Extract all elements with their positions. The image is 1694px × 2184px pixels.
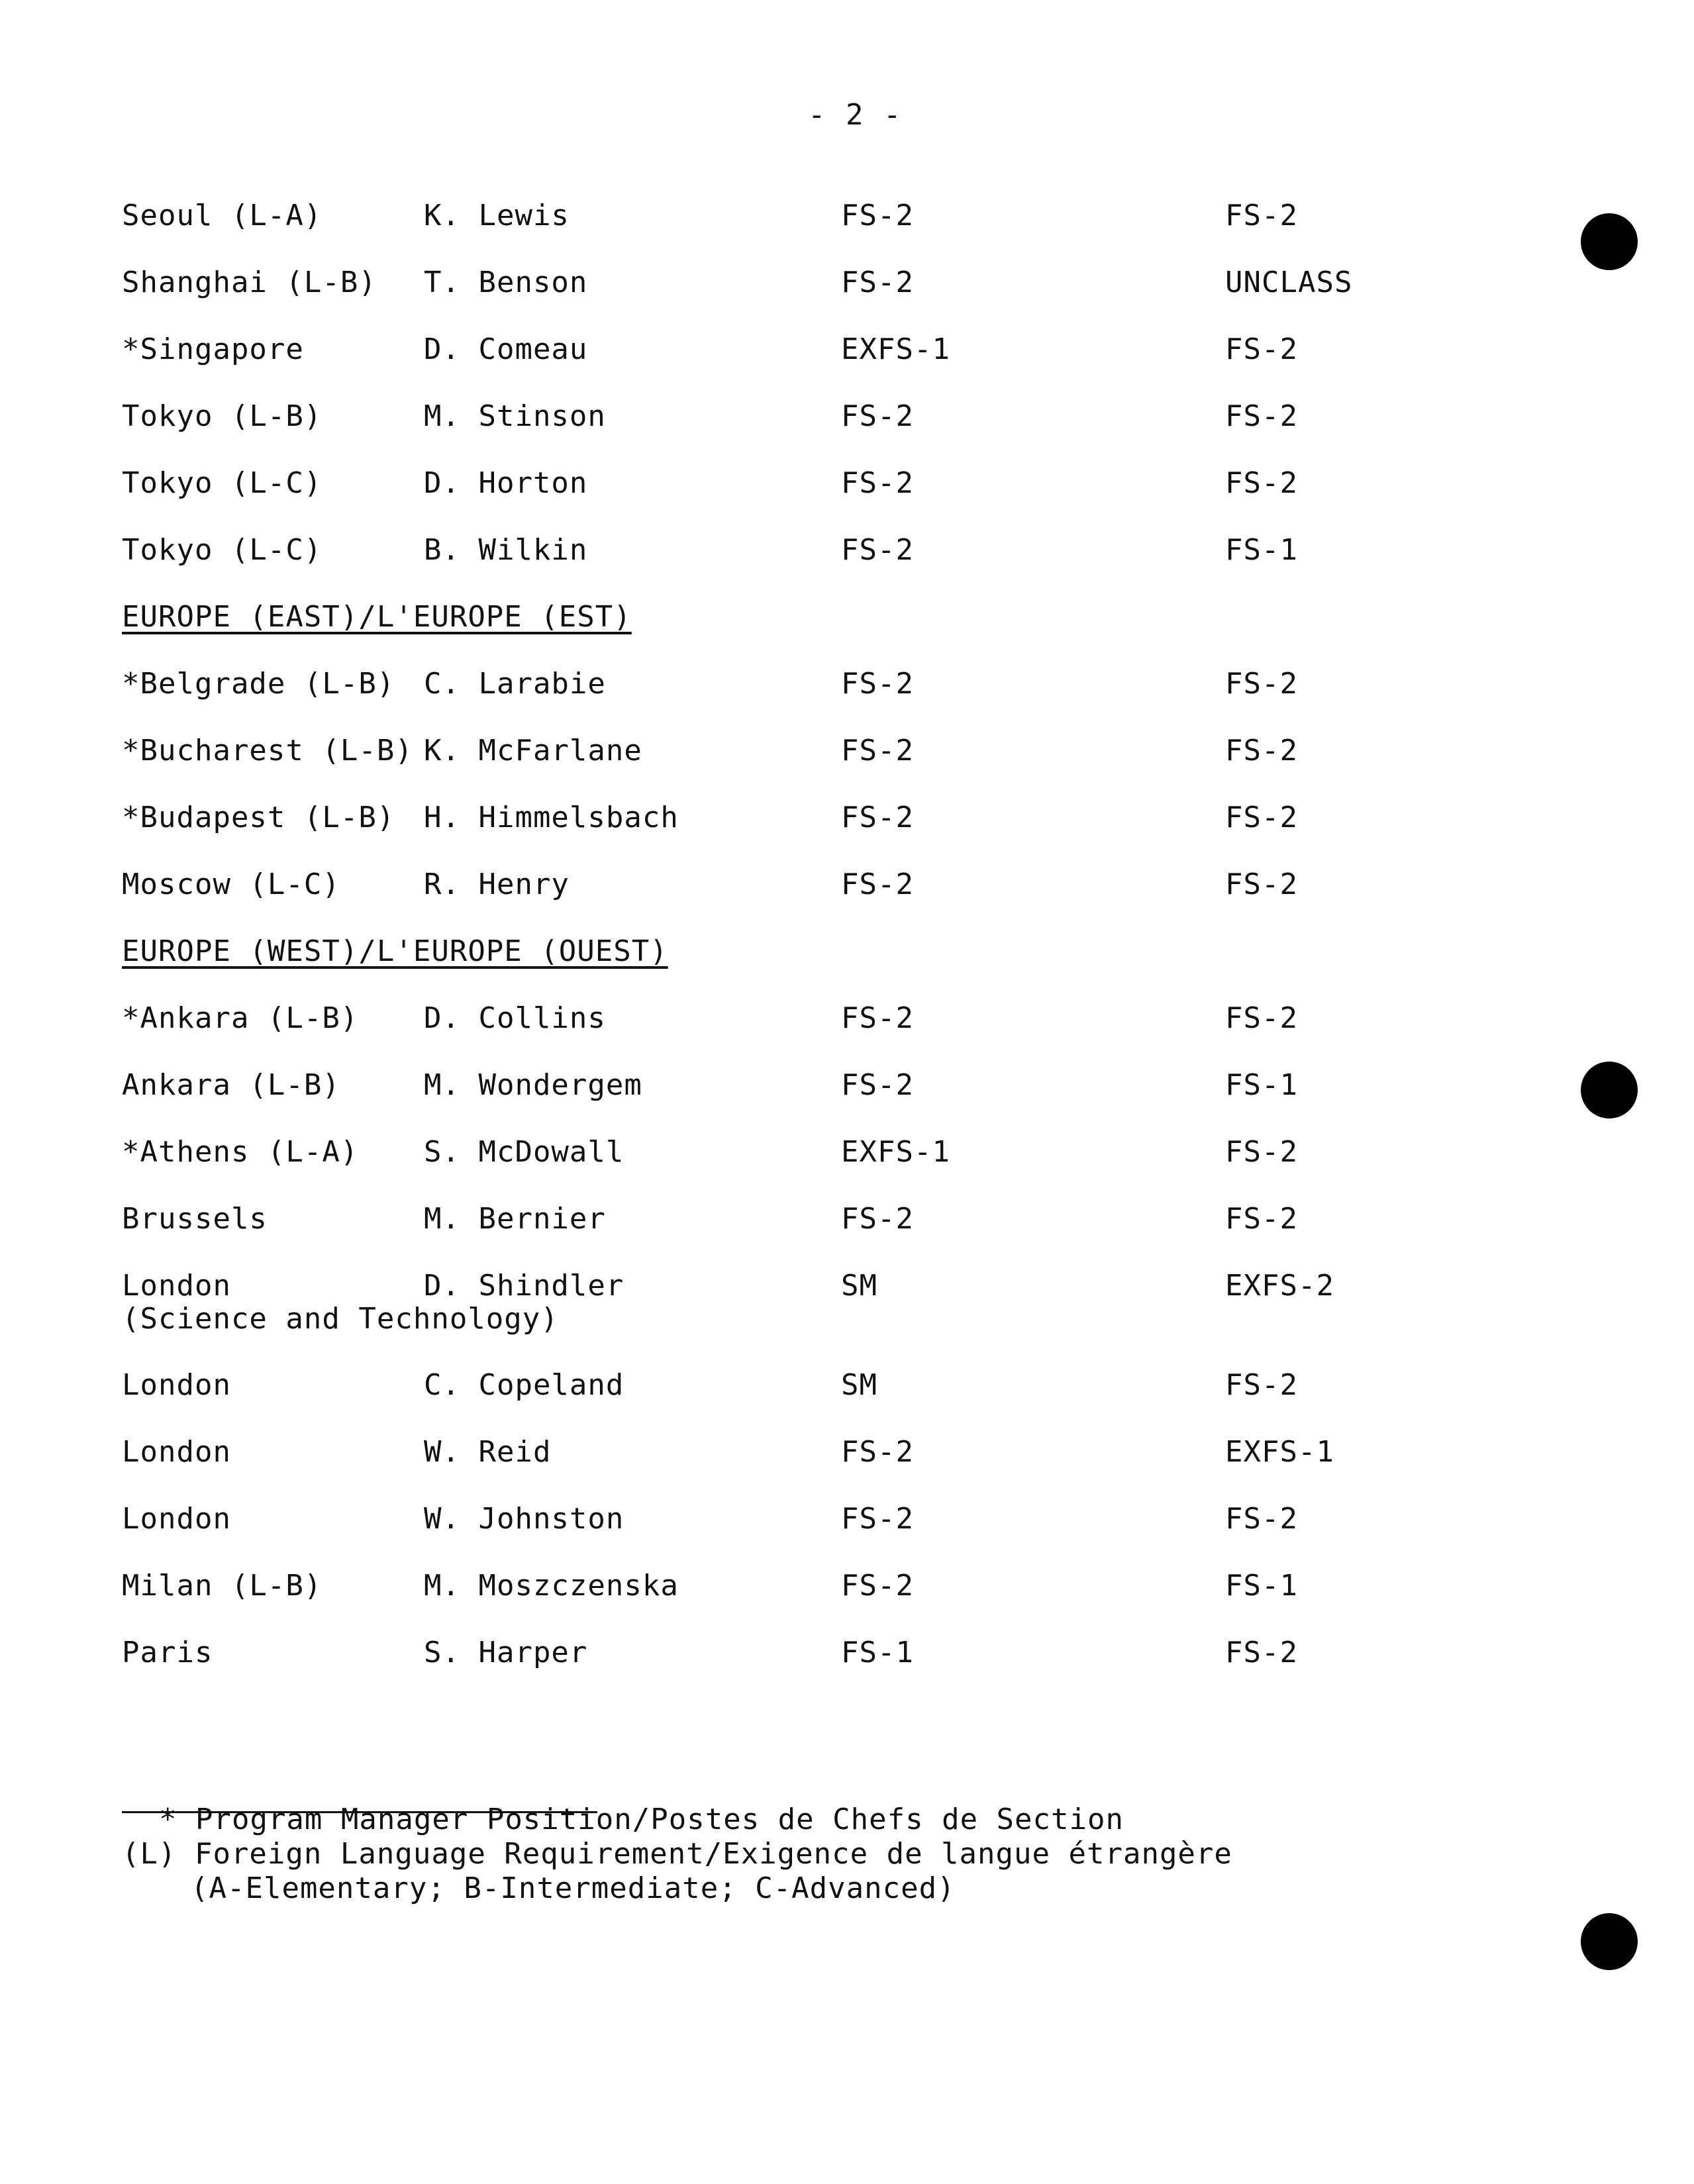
name-cell: S. McDowall (424, 1135, 624, 1169)
name-cell: K. McFarlane (424, 734, 642, 768)
current-level-cell: FS-2 (841, 1202, 914, 1236)
name-cell: D. Comeau (424, 332, 588, 366)
name-cell: M. Bernier (424, 1202, 606, 1236)
name-cell: D. Shindler (424, 1269, 624, 1303)
position-level-cell: FS-2 (1225, 801, 1298, 834)
list-item (0, 266, 1694, 305)
position-level-cell: FS-2 (1225, 1502, 1298, 1536)
name-cell: M. Stinson (424, 399, 606, 433)
current-level-cell: FS-2 (841, 1068, 914, 1102)
current-level-cell: FS-2 (841, 734, 914, 768)
list-item (0, 1368, 1694, 1408)
current-level-cell: FS-2 (841, 667, 914, 701)
list-item (0, 1502, 1694, 1542)
list-item (0, 466, 1694, 506)
name-cell: C. Copeland (424, 1368, 624, 1402)
position-level-cell: FS-2 (1225, 399, 1298, 433)
current-level-cell: SM (841, 1368, 877, 1402)
name-cell: S. Harper (424, 1636, 588, 1669)
position-level-cell: FS-2 (1225, 199, 1298, 232)
position-level-cell: FS-1 (1225, 1569, 1298, 1603)
name-cell: H. Himmelsbach (424, 801, 679, 834)
list-item (0, 868, 1694, 907)
post-cell: Paris (122, 1636, 213, 1669)
post-cell: Seoul (L-A) (122, 199, 323, 232)
name-cell: D. Horton (424, 466, 588, 500)
name-cell: B. Wilkin (424, 533, 588, 567)
list-item (0, 1135, 1694, 1175)
current-level-cell: FS-2 (841, 1435, 914, 1469)
post-cell: *Athens (L-A) (122, 1135, 359, 1169)
post-cell: Brussels (122, 1202, 268, 1236)
list-item (0, 199, 1694, 238)
footnote-language-levels: (A-Elementary; B-Intermediate; C-Advanced) (191, 1871, 956, 1905)
current-level-cell: FS-2 (841, 1001, 914, 1035)
list-item (0, 801, 1694, 840)
list-item (0, 1001, 1694, 1041)
binder-hole-bottom (1581, 1913, 1638, 1970)
current-level-cell: SM (841, 1269, 877, 1303)
post-cell: *Ankara (L-B) (122, 1001, 359, 1035)
position-level-cell: FS-2 (1225, 466, 1298, 500)
list-item (0, 1269, 1694, 1342)
position-level-cell: FS-2 (1225, 1202, 1298, 1236)
list-item (0, 734, 1694, 773)
list-item (0, 667, 1694, 707)
binder-hole-top (1581, 213, 1638, 270)
page-number: - 2 - (808, 98, 903, 132)
list-item (0, 1569, 1694, 1609)
list-item (0, 332, 1694, 372)
binder-hole-middle (1581, 1062, 1638, 1118)
name-cell: C. Larabie (424, 667, 606, 701)
current-level-cell: FS-2 (841, 266, 914, 299)
current-level-cell: FS-2 (841, 1502, 914, 1536)
post-cell: London (122, 1502, 231, 1536)
position-level-cell: EXFS-1 (1225, 1435, 1334, 1469)
post-cell: *Singapore (122, 332, 304, 366)
name-cell: R. Henry (424, 868, 570, 901)
post-cell: London (122, 1269, 231, 1303)
post-cell: Tokyo (L-B) (122, 399, 323, 433)
name-cell: M. Moszczenska (424, 1569, 679, 1603)
current-level-cell: FS-2 (841, 533, 914, 567)
post-subtitle: (Science and Technology) (122, 1302, 559, 1336)
current-level-cell: FS-2 (841, 1569, 914, 1603)
current-level-cell: FS-1 (841, 1636, 914, 1669)
position-level-cell: UNCLASS (1225, 266, 1353, 299)
post-cell: Shanghai (L-B) (122, 266, 377, 299)
list-item (0, 399, 1694, 439)
footnote-program-manager: * Program Manager Position/Postes de Chefs de Section (159, 1803, 1124, 1836)
post-cell: Milan (L-B) (122, 1569, 323, 1603)
list-item (0, 1068, 1694, 1108)
current-level-cell: FS-2 (841, 399, 914, 433)
position-level-cell: FS-2 (1225, 1001, 1298, 1035)
position-level-cell: FS-2 (1225, 1636, 1298, 1669)
current-level-cell: FS-2 (841, 199, 914, 232)
name-cell: T. Benson (424, 266, 588, 299)
list-item (0, 533, 1694, 573)
current-level-cell: EXFS-1 (841, 1135, 950, 1169)
post-cell: Moscow (L-C) (122, 868, 340, 901)
name-cell: D. Collins (424, 1001, 606, 1035)
name-cell: M. Wondergem (424, 1068, 642, 1102)
section-heading-europe-east: EUROPE (EAST)/L'EUROPE (EST) (122, 600, 632, 634)
current-level-cell: FS-2 (841, 868, 914, 901)
post-cell: Ankara (L-B) (122, 1068, 340, 1102)
position-level-cell: FS-2 (1225, 332, 1298, 366)
current-level-cell: FS-2 (841, 801, 914, 834)
position-level-cell: FS-2 (1225, 734, 1298, 768)
post-cell: Tokyo (L-C) (122, 533, 323, 567)
position-level-cell: FS-1 (1225, 533, 1298, 567)
position-level-cell: FS-2 (1225, 868, 1298, 901)
current-level-cell: EXFS-1 (841, 332, 950, 366)
name-cell: W. Reid (424, 1435, 552, 1469)
post-cell: *Bucharest (L-B) (122, 734, 413, 768)
name-cell: W. Johnston (424, 1502, 624, 1536)
section-heading-europe-west: EUROPE (WEST)/L'EUROPE (OUEST) (122, 934, 668, 968)
footnote-language-requirement: (L) Foreign Language Requirement/Exigence de langue étrangère (122, 1837, 1232, 1871)
list-item (0, 1435, 1694, 1475)
position-level-cell: FS-2 (1225, 1368, 1298, 1402)
post-cell: *Budapest (L-B) (122, 801, 395, 834)
post-cell: *Belgrade (L-B) (122, 667, 395, 701)
post-cell: London (122, 1368, 231, 1402)
name-cell: K. Lewis (424, 199, 570, 232)
position-level-cell: FS-2 (1225, 667, 1298, 701)
position-level-cell: FS-1 (1225, 1068, 1298, 1102)
post-cell: Tokyo (L-C) (122, 466, 323, 500)
list-item (0, 1636, 1694, 1675)
position-level-cell: FS-2 (1225, 1135, 1298, 1169)
current-level-cell: FS-2 (841, 466, 914, 500)
position-level-cell: EXFS-2 (1225, 1269, 1334, 1303)
post-cell: London (122, 1435, 231, 1469)
list-item (0, 1202, 1694, 1242)
